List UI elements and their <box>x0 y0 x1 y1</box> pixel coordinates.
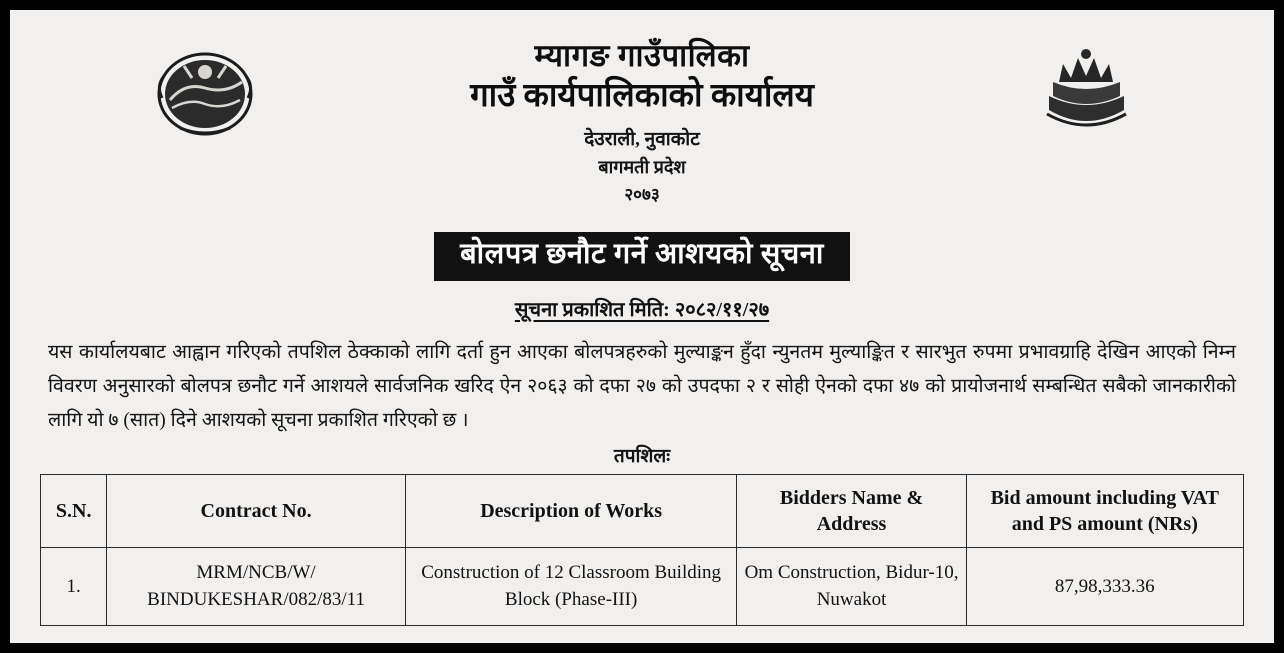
cell-contract-no: MRM/NCB/W/ BINDUKESHAR/082/83/11 <box>107 548 405 626</box>
municipality-logo-icon <box>1039 48 1134 136</box>
cell-bidder: Om Construction, Bidur-10, Nuwakot <box>737 548 966 626</box>
notice-title-banner: बोलपत्र छनौट गर्ने आशयको सूचना <box>434 232 850 281</box>
org-name-line1: म्यागङ गाउँपालिका <box>534 38 750 73</box>
org-address: देउराली, नुवाकोट <box>584 128 700 150</box>
nepal-government-emblem-icon <box>150 42 260 142</box>
table-header-row <box>41 475 1244 548</box>
column-header-description: Description of Works <box>405 475 737 548</box>
published-date: सूचना प्रकाशित मिति: २०८२/११/२७ <box>514 298 770 321</box>
column-header-bidder: Bidders Name & Address <box>737 475 966 548</box>
document-header <box>40 20 1244 220</box>
notice-sheet <box>10 10 1274 643</box>
cell-sn: 1. <box>41 548 107 626</box>
notice-body-paragraph: यस कार्यालयबाट आह्वान गरिएको तपशिल ठेक्काको लागि दर्ता हुन आएका बोलपत्रहरुको मुल्याङ्कन हुँदा न्युनतम मुल्याङ्कित र सारभुत रुपमा प्रभावग्राहि देखिन आएको निम्न विवरण अनुसारको बोलपत्र छनौट गर्ने आशयले सार्वजनिक खरिद ऐन २०६३ को दफा २७ को उपदफा २ र सोही ऐनको दफा ४७ को प्रायोजनार्थ सम्बन्धित सबैको जानकारीको लागि यो ७ (सात) दिने आशयको सूचना प्रकाशित गरिएको छ । <box>48 341 1236 432</box>
cell-bid-amount: 87,98,333.36 <box>966 548 1243 626</box>
schedule-label: तपशिलः <box>613 446 671 468</box>
column-header-sn: S.N. <box>41 475 107 548</box>
notice-title-wrap <box>40 232 1244 281</box>
cell-description: Construction of 12 Classroom Building Block (Phase-III) <box>405 548 737 626</box>
column-header-contract-no: Contract No. <box>107 475 405 548</box>
bid-details-table <box>40 474 1244 626</box>
column-header-bid-amount: Bid amount including VAT and PS amount (NRs) <box>966 475 1243 548</box>
org-year: २०७३ <box>624 184 660 204</box>
org-name-line2: गाउँ कार्यपालिकाको कार्यालय <box>470 77 814 114</box>
table-row <box>41 548 1244 626</box>
org-province: बागमती प्रदेश <box>598 156 686 177</box>
